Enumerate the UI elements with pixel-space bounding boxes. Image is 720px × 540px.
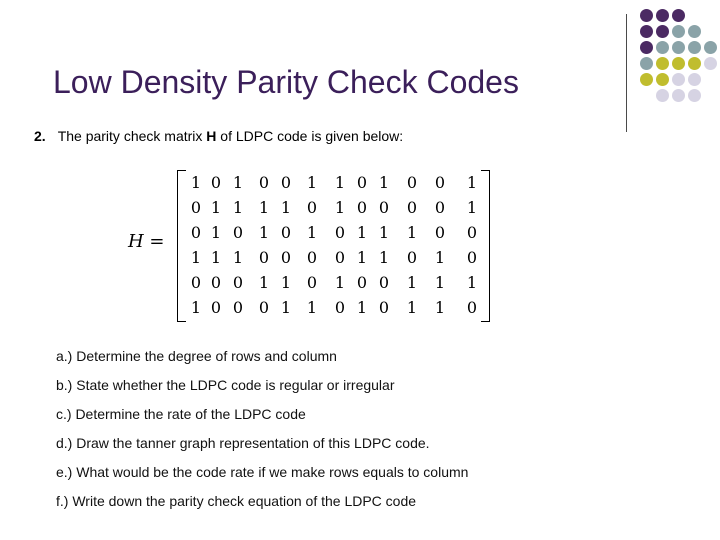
matrix-cell: 1	[334, 198, 346, 217]
matrix-cell: 1	[434, 248, 446, 267]
matrix-cell: 0	[306, 248, 318, 267]
decorative-dot	[656, 9, 669, 22]
matrix-left-bracket	[177, 170, 186, 322]
decorative-dot	[656, 41, 669, 54]
matrix-cell: 0	[356, 173, 368, 192]
matrix-cell: 0	[306, 198, 318, 217]
decorative-dot	[656, 73, 669, 86]
question-item: c.) Determine the rate of the LDPC code	[56, 406, 306, 422]
matrix-cell: 1	[356, 298, 368, 317]
matrix-cell: 0	[378, 298, 390, 317]
slide-title: Low Density Parity Check Codes	[53, 64, 519, 100]
matrix-cell: 0	[232, 223, 244, 242]
matrix-cell: 0	[258, 248, 270, 267]
matrix-cell: 1	[210, 248, 222, 267]
question-item: e.) What would be the code rate if we make rows equals to column	[56, 464, 469, 480]
matrix-cell: 1	[232, 198, 244, 217]
matrix-cell: 0	[406, 198, 418, 217]
matrix-cell: 1	[232, 248, 244, 267]
matrix-cell: 1	[258, 223, 270, 242]
decorative-dot	[704, 57, 717, 70]
matrix-cell: 1	[232, 173, 244, 192]
decorative-dot	[656, 57, 669, 70]
matrix-cell: 0	[190, 198, 202, 217]
matrix-cell: 0	[334, 248, 346, 267]
matrix-cell: 0	[280, 223, 292, 242]
matrix-cell: 1	[190, 248, 202, 267]
question-item: a.) Determine the degree of rows and column	[56, 348, 337, 364]
matrix-cell: 0	[466, 248, 478, 267]
matrix-cell: 1	[280, 198, 292, 217]
problem-text-after: of LDPC code is given below:	[216, 128, 404, 144]
decorative-dot	[672, 25, 685, 38]
matrix-cell: 0	[356, 273, 368, 292]
matrix-cell: 0	[334, 223, 346, 242]
matrix-cell: 0	[210, 273, 222, 292]
matrix-cell: 1	[406, 273, 418, 292]
decorative-dot	[688, 89, 701, 102]
matrix-cell: 1	[334, 273, 346, 292]
matrix-cell: 1	[258, 273, 270, 292]
matrix-cell: 0	[434, 173, 446, 192]
decorative-dot	[640, 41, 653, 54]
matrix-cell: 1	[306, 298, 318, 317]
matrix-cell: 1	[466, 273, 478, 292]
decorative-dot	[688, 25, 701, 38]
matrix-cell: 1	[280, 273, 292, 292]
matrix-cell: 0	[406, 248, 418, 267]
matrix-cell: 1	[190, 298, 202, 317]
matrix-cell: 0	[210, 298, 222, 317]
matrix-cell: 0	[190, 273, 202, 292]
matrix-cell: 1	[378, 173, 390, 192]
matrix-cell: 0	[334, 298, 346, 317]
matrix-cell: 0	[466, 223, 478, 242]
matrix-cell: 0	[356, 198, 368, 217]
decorative-dot	[640, 57, 653, 70]
matrix-cell: 1	[356, 248, 368, 267]
matrix-cell: 1	[190, 173, 202, 192]
matrix-cell: 1	[210, 198, 222, 217]
matrix-cell: 0	[378, 273, 390, 292]
matrix-cell: 0	[466, 298, 478, 317]
decorative-dot	[688, 41, 701, 54]
matrix-cell: 0	[306, 273, 318, 292]
decorative-dot	[656, 25, 669, 38]
problem-text-before: The parity check matrix	[57, 128, 207, 144]
problem-statement	[34, 128, 403, 144]
decorative-dot	[672, 89, 685, 102]
matrix-cell: 0	[210, 173, 222, 192]
matrix-cell: 1	[210, 223, 222, 242]
question-item: d.) Draw the tanner graph representation of this LDPC code.	[56, 435, 430, 451]
matrix-cell: 0	[280, 173, 292, 192]
matrix-cell: 0	[378, 198, 390, 217]
matrix-label: H =	[128, 231, 165, 252]
matrix-cell: 1	[356, 223, 368, 242]
problem-number: 2.	[34, 128, 46, 144]
matrix-cell: 0	[232, 273, 244, 292]
matrix-cell: 0	[258, 173, 270, 192]
matrix-cell: 1	[406, 298, 418, 317]
matrix-cell: 0	[434, 198, 446, 217]
decorative-dot	[688, 73, 701, 86]
matrix-cell: 1	[280, 298, 292, 317]
question-item: f.) Write down the parity check equation of the LDPC code	[56, 493, 417, 509]
matrix-cell: 0	[190, 223, 202, 242]
matrix-cell: 0	[258, 298, 270, 317]
decorative-dot	[640, 73, 653, 86]
matrix-cell: 1	[258, 198, 270, 217]
decorative-dot	[656, 89, 669, 102]
matrix-cell: 1	[466, 173, 478, 192]
matrix-cell: 1	[434, 273, 446, 292]
decorative-dot	[640, 9, 653, 22]
matrix-cell: 0	[280, 248, 292, 267]
matrix-right-bracket	[481, 170, 490, 322]
problem-text-bold: H	[206, 128, 217, 144]
matrix-cell: 0	[232, 298, 244, 317]
decorative-dot	[704, 41, 717, 54]
matrix-cell: 1	[306, 223, 318, 242]
matrix-cell: 1	[378, 223, 390, 242]
decorative-dot	[672, 73, 685, 86]
matrix-cell: 1	[378, 248, 390, 267]
decorative-dot	[688, 57, 701, 70]
decorative-dot	[672, 9, 685, 22]
question-item: b.) State whether the LDPC code is regular or irregular	[56, 377, 395, 393]
matrix-cell: 1	[466, 198, 478, 217]
matrix-cell: 0	[406, 173, 418, 192]
decorative-divider	[626, 14, 627, 132]
decorative-dot	[640, 25, 653, 38]
matrix-cell: 1	[406, 223, 418, 242]
matrix-cell: 0	[434, 223, 446, 242]
decorative-dot	[672, 41, 685, 54]
matrix-cell: 1	[334, 173, 346, 192]
matrix-cell: 1	[434, 298, 446, 317]
decorative-dot-grid	[640, 9, 720, 129]
decorative-dot	[672, 57, 685, 70]
matrix-cell: 1	[306, 173, 318, 192]
